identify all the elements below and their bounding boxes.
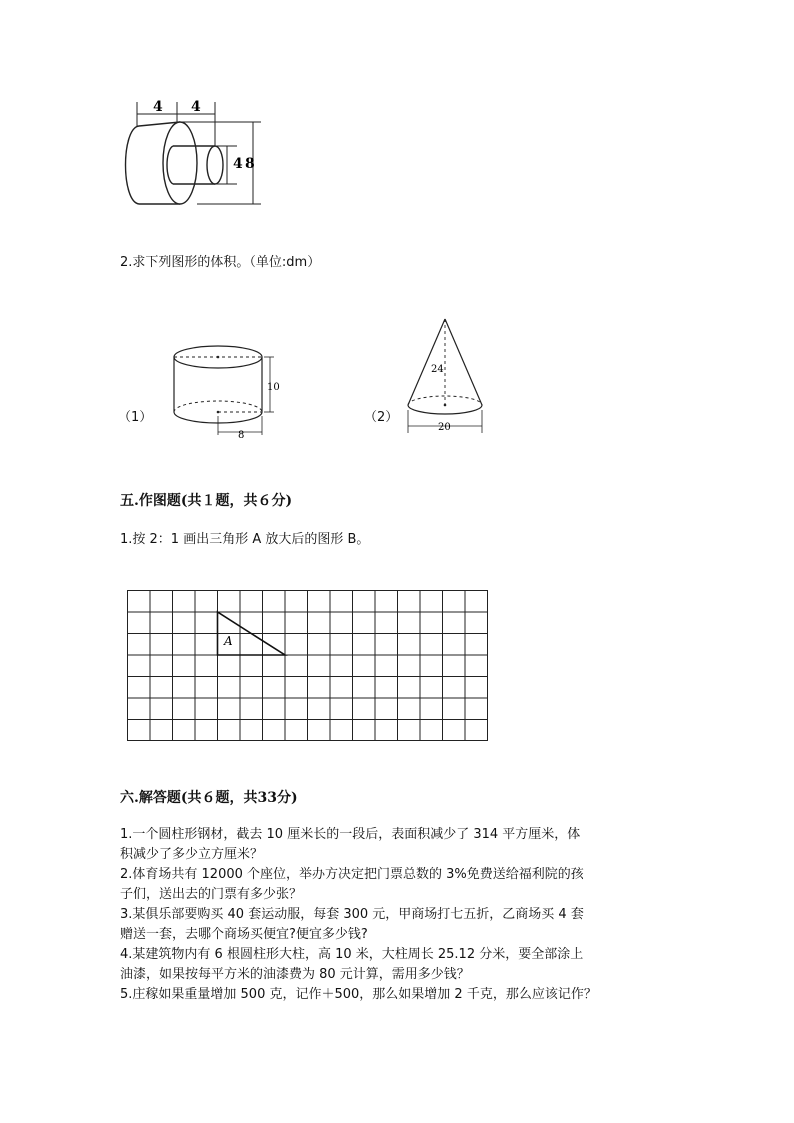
section-6-title: 六.解答题(共６题，共33分) [120, 790, 298, 806]
cone-base-front [408, 405, 482, 414]
cylinder-height-label: 10 [267, 382, 280, 393]
question-line: 3.某俱乐部要购买 40 套运动服，每套 300 元，甲商场打七五折，乙商场买 4 套 [120, 907, 584, 922]
question-line: 1.一个圆柱形钢材，截去 10 厘米长的一段后，表面积减少了 314 平方厘米，体 [120, 827, 581, 842]
cone-figure [400, 312, 490, 437]
cone-height-label: 24 [431, 364, 444, 375]
section-6-questions [120, 825, 597, 1005]
question-line: 油漆，如果按每平方米的油漆费为 80 元计算，需用多少钱？ [120, 967, 470, 982]
question-line: 4.某建筑物内有 6 根圆柱形大柱，高 10 米，大柱周长 25.12 分米，要全部涂上 [120, 947, 584, 962]
stacked-cylinders-figure [115, 92, 275, 217]
question-line: 积减少了多少立方厘米？ [120, 847, 264, 862]
drawing-grid [126, 589, 490, 743]
dim-label-8: 8 [245, 156, 255, 172]
triangle-a-label: A [224, 634, 233, 648]
cylinder-radius-label: 8 [238, 430, 245, 440]
figure-1-label: （1） [118, 410, 153, 425]
question-line: 赠送一套，去哪个商场买便宜?便宜多少钱? [120, 927, 368, 942]
question-line: 2.体育场共有 12000 个座位，举办方决定把门票总数的 3%免费送给福利院的孩 [120, 867, 584, 882]
small-cylinder-right-face [207, 146, 223, 184]
cone-left-edge [408, 319, 445, 405]
dim-label-4c: 4 [233, 156, 243, 172]
question-line: 5.庄稼如果重量增加 500 克，记作＋500，那么如果增加 2 千克，那么应该记作？ [120, 987, 597, 1002]
figure-2-label: （2） [364, 410, 399, 425]
cone-diameter-label: 20 [438, 422, 451, 433]
big-cylinder-left-face [126, 126, 140, 204]
section-5-question-1: 1.按 2：1 画出三角形 A 放大后的图形 B。 [120, 532, 370, 547]
dim-label-4b: 4 [191, 99, 201, 115]
cylinder-bottom-back [174, 401, 262, 412]
dim-label-4a: 4 [153, 99, 163, 115]
cone-right-edge [445, 319, 482, 405]
big-cylinder-right-face [163, 122, 197, 204]
section-5-title: 五.作图题(共１题，共６分) [120, 493, 293, 509]
question-2-text: 2.求下列图形的体积。（单位:dm） [120, 255, 321, 270]
grid-lines [128, 591, 488, 741]
cylinder-figure [168, 340, 288, 440]
question-line: 子们，送出去的门票有多少张？ [120, 887, 303, 902]
